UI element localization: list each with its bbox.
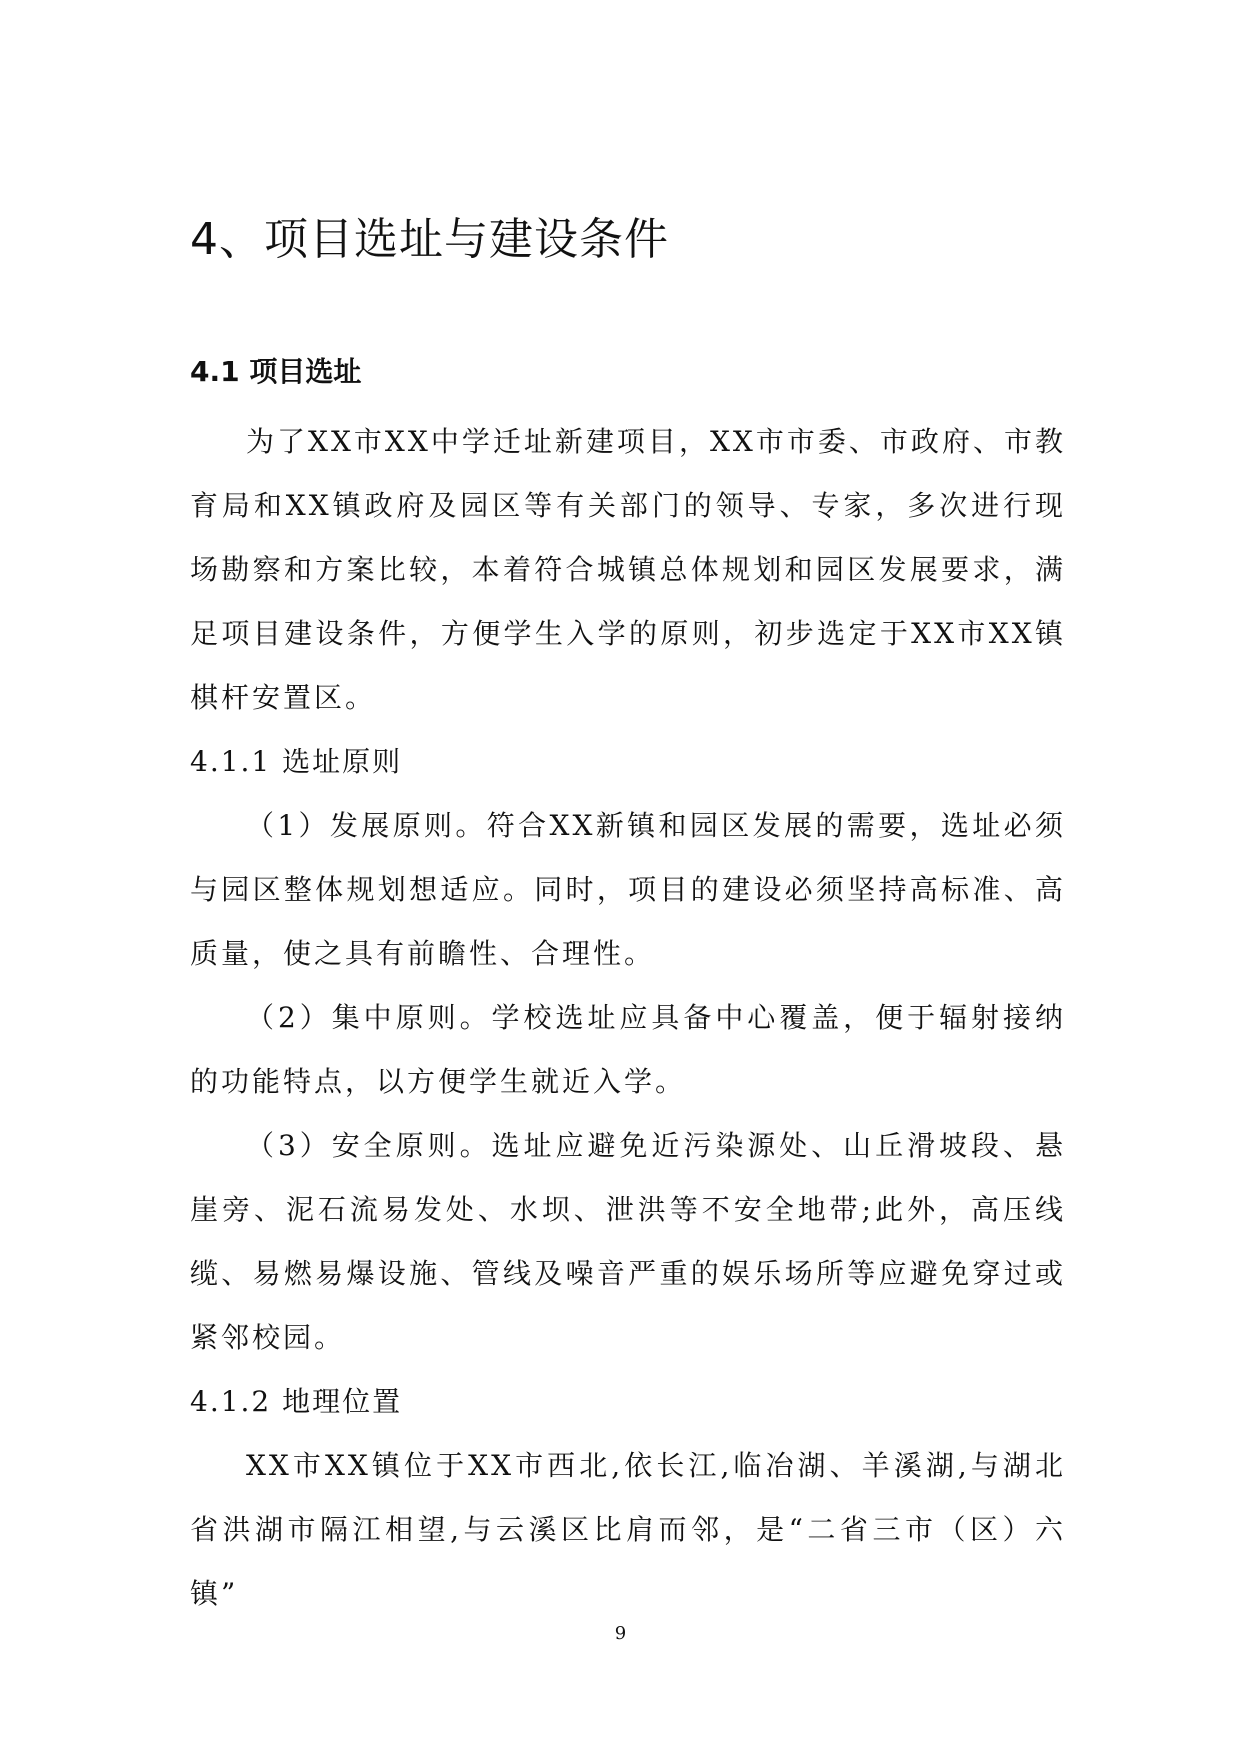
page-number: 9 — [614, 1623, 627, 1644]
principle-paragraph: （3）安全原则。选址应避免近污染源处、山丘滑坡段、悬崖旁、泥石流易发处、水坝、泄洪等不安全地带;此外，高压线缆、易燃易爆设施、管线及噪音严重的娱乐场所等应避免穿过或紧邻校园。 — [190, 1129, 1066, 1354]
section-title: 4.1 项目选址 — [190, 355, 362, 388]
intro-paragraph: 为了XX市XX中学迁址新建项目，XX市市委、市政府、市教育局和XX镇政府及园区等有关部门的领导、专家，多次进行现场勘察和方案比较，本着符合城镇总体规划和园区发展要求，满足项目建设条件，方便学生入学的原则，初步选定于XX市XX镇棋杆安置区。 — [190, 425, 1066, 714]
document-body — [190, 410, 1066, 1626]
principle-paragraph: （1）发展原则。符合XX新镇和园区发展的需要，选址必须与园区整体规划想适应。同时，项目的建设必须坚持高标准、高质量，使之具有前瞻性、合理性。 — [190, 809, 1066, 970]
subsection-heading-site-principles: 4.1.1 选址原则 — [190, 745, 403, 778]
chapter-title: 4、项目选址与建设条件 — [190, 214, 669, 265]
principle-paragraph: （2）集中原则。学校选址应具备中心覆盖，便于辐射接纳的功能特点，以方便学生就近入学。 — [190, 1001, 1066, 1098]
subsection-heading-location: 4.1.2 地理位置 — [190, 1385, 403, 1418]
location-paragraph: XX市XX镇位于XX市西北,依长江,临冶湖、羊溪湖,与湖北省洪湖市隔江相望,与云溪区比肩而邻，是“二省三市（区）六镇” — [190, 1449, 1066, 1610]
